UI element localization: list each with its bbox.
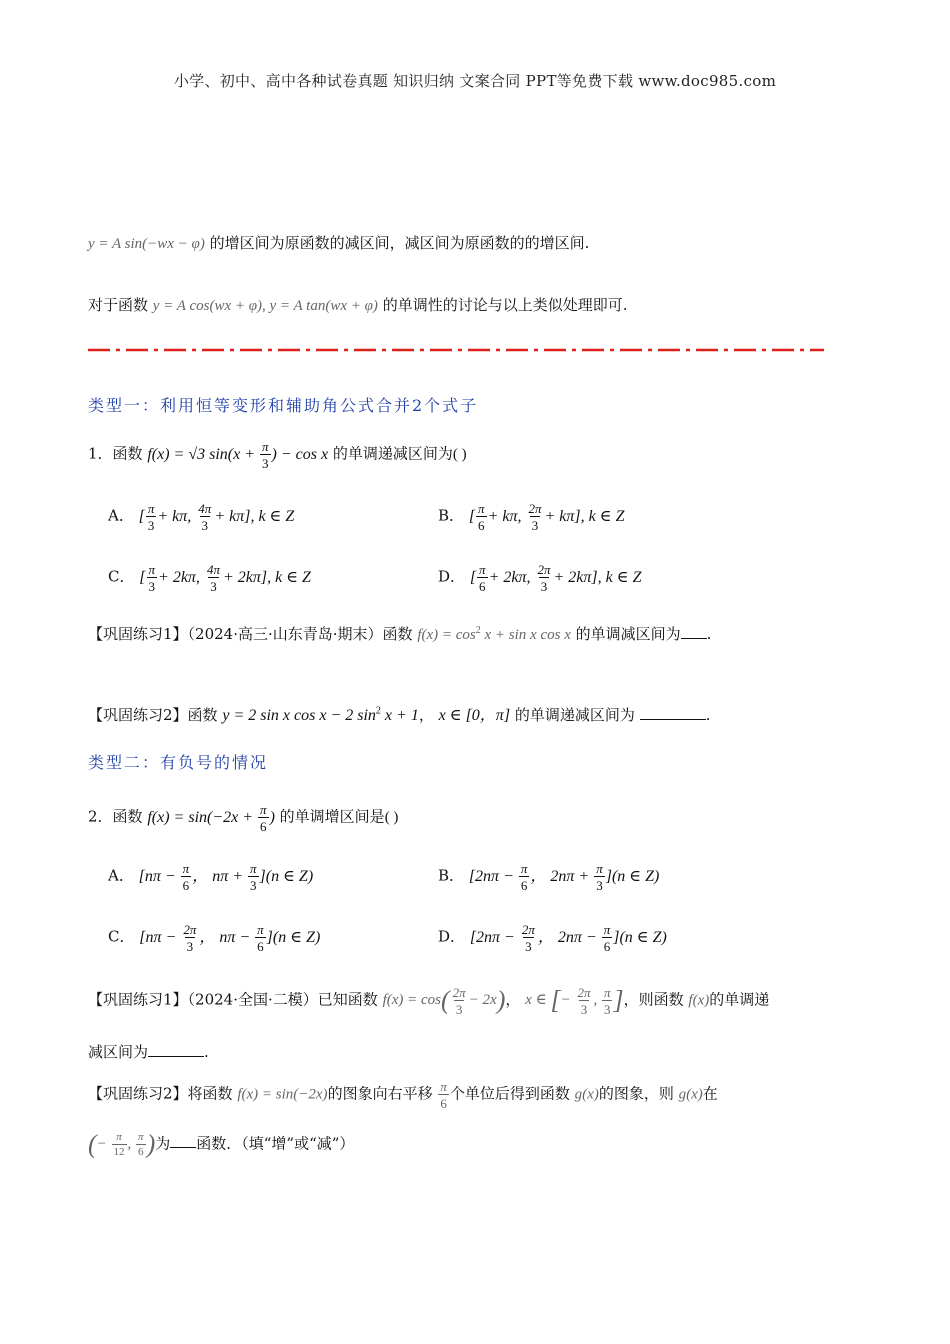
q2-option-d-label: D． [438, 927, 466, 946]
page-header: 小学、初中、高中各种试卷真题 知识归纳 文案合同 PPT等免费下载 www.doc985.com [173, 72, 777, 90]
question-1 [88, 440, 467, 470]
q2-option-a-label: A． [108, 866, 134, 885]
practice-2-1-line2 [88, 1041, 209, 1062]
q1-option-d-label: D． [438, 567, 466, 586]
p22-prefix: 将函数 [187, 1084, 233, 1103]
q2-option-b-formula: [2nπ − $\frac{\pi}{6}$ ， 2nπ + $\frac{\pi}{3}$ ](n ∈ Z) [468, 861, 660, 893]
intro-text-2: 的单调性的讨论与以上类似处理即可. [382, 296, 628, 314]
intro-formula-2: y = A cos(wx + φ), y = A tan(wx + φ) [152, 298, 378, 314]
type2-heading: 类型二：有负号的情况 [88, 753, 269, 772]
p12-prefix: 函数 [187, 706, 218, 724]
p21-domain: x ∈ [− $\frac{2\pi}{3}$ , $\frac{\pi}{3}$ ] [525, 985, 624, 1017]
q2-option-a[interactable] [108, 862, 313, 892]
q2-formula: f(x) = sin(−2x + $\frac{\pi}{6}$ ) [147, 802, 275, 834]
p21-suffix: 的单调递 [709, 990, 770, 1009]
intro-prefix-2: 对于函数 [88, 296, 149, 314]
q1-prefix: 函数 [112, 444, 143, 463]
p22-mid4: 在 [702, 1084, 718, 1103]
intro-line-2 [88, 294, 627, 315]
type1-heading: 类型一：利用恒等变形和辅助角公式合并2个式子 [88, 396, 479, 415]
p21-answer-blank[interactable] [148, 1042, 204, 1057]
q2-option-b[interactable] [438, 862, 659, 892]
p11-end: . [706, 625, 712, 643]
practice-2-2 [88, 1080, 718, 1110]
q2-option-d[interactable] [438, 923, 667, 953]
p11-formula: $f(x) = \cos^2 x + \sin x$ cos x [417, 625, 571, 643]
p12-end: . [705, 706, 711, 724]
q2-option-b-label: B． [438, 866, 465, 885]
p21-formula: f(x) = cos( $\frac{2\pi}{3}$ − 2x) [382, 985, 506, 1017]
practice-2-1 [88, 986, 769, 1016]
p21-line2: 减区间为 [88, 1043, 149, 1061]
p22-shift: $\frac{\pi}{6}$ [440, 1079, 447, 1111]
p21-prefix: 已知函数 [317, 990, 378, 1009]
practice-1-1 [88, 623, 711, 644]
p22-gx-1: g(x) [574, 1086, 599, 1103]
q1-option-a-formula: [ $\frac{\pi}{3}$ + kπ, $\frac{4\pi}{3}$ + kπ], k ∈ Z [138, 501, 295, 533]
q1-option-d-formula: [ $\frac{\pi}{6}$ + 2kπ, $\frac{2\pi}{3}$ + 2kπ], k ∈ Z [469, 562, 642, 594]
q1-option-b-formula: [ $\frac{\pi}{6}$ + kπ, $\frac{2\pi}{3}$ + kπ], k ∈ Z [468, 501, 625, 533]
p22-line2a: 为 [155, 1134, 171, 1153]
q1-option-c-label: C． [108, 567, 135, 586]
p12-answer-blank[interactable] [640, 705, 706, 720]
p22-formula-f: f(x) = sin(−2x) [237, 1086, 328, 1103]
p11-suffix: 的单调减区间为 [575, 625, 681, 643]
p21-source: （2024·全国·二模） [187, 990, 318, 1009]
p12-mid: ， [418, 706, 434, 724]
intro-formula-1: y = A sin(−wx − φ) [88, 236, 205, 252]
question-2 [88, 803, 398, 833]
p22-mid3: 的图象，则 [598, 1084, 674, 1103]
p21-tag: 【巩固练习1】 [88, 990, 188, 1009]
q1-option-c[interactable] [108, 563, 311, 593]
p21-end: . [204, 1043, 209, 1061]
q2-option-c[interactable] [108, 923, 320, 953]
q1-option-a[interactable] [108, 502, 294, 532]
q2-option-c-formula: [nπ − $\frac{2\pi}{3}$ ， nπ − $\frac{\pi}{6}$ ](n ∈ Z) [139, 922, 321, 954]
q1-option-a-label: A． [108, 506, 134, 525]
p12-domain: x ∈ [0，π] [438, 707, 511, 724]
p22-answer-blank[interactable] [170, 1133, 196, 1148]
q2-option-c-label: C． [108, 927, 135, 946]
q1-number: 1． [88, 444, 113, 463]
p11-answer-blank[interactable] [681, 624, 707, 639]
q2-suffix: 的单调增区间是 [279, 807, 385, 826]
p22-mid2: 个单位后得到函数 [449, 1084, 570, 1103]
q2-answer-paren: ( ) [384, 809, 399, 826]
p22-tag: 【巩固练习2】 [88, 1084, 188, 1103]
intro-line-1 [88, 232, 589, 253]
practice-1-2 [88, 702, 710, 725]
p22-gx-2: g(x) [678, 1086, 703, 1103]
q1-answer-paren: ( ) [452, 446, 467, 463]
q1-option-b-label: B． [438, 506, 465, 525]
p22-interval: (− $\frac{\pi}{12}$ , $\frac{\pi}{6}$ ) [88, 1130, 156, 1159]
intro-text-1: 的增区间为原函数的减区间，减区间为原函数的的增区间. [209, 234, 590, 252]
p11-tag: 【巩固练习1】 [88, 625, 188, 643]
p11-source: （2024·高三·山东青岛·期末） [187, 625, 383, 643]
practice-2-2-line2 [88, 1130, 354, 1160]
p12-tag: 【巩固练习2】 [88, 706, 188, 724]
q1-formula: f(x) = √3 sin(x + $\frac{\pi}{3}$ ) − cos x [147, 439, 329, 471]
q1-option-b[interactable] [438, 502, 624, 532]
section-divider [88, 345, 824, 355]
q2-number: 2． [88, 807, 113, 826]
q1-suffix: 的单调递减区间为 [332, 444, 453, 463]
q1-option-d[interactable] [438, 563, 641, 593]
p22-mid1: 的图象向右平移 [327, 1084, 433, 1103]
q1-option-c-formula: [ $\frac{\pi}{3}$ + 2kπ, $\frac{4\pi}{3}$ + 2kπ], k ∈ Z [139, 562, 311, 594]
p12-formula: y = 2 sin x cos x − 2 $\sin^2 x + 1$ [222, 705, 419, 724]
p21-comma: ， [505, 990, 521, 1009]
p22-line2b: 函数．（填“增”或“减”） [196, 1134, 355, 1153]
q2-option-a-formula: [nπ − $\frac{\pi}{6}$ ， nπ + $\frac{\pi}{3}$ ](n ∈ Z) [138, 861, 314, 893]
q2-option-d-formula: [2nπ − $\frac{2\pi}{3}$ ， 2nπ − $\frac{\pi}{6}$ ](n ∈ Z) [469, 922, 667, 954]
p21-mid: ，则函数 [623, 990, 684, 1009]
p11-prefix: 函数 [382, 625, 413, 643]
q2-prefix: 函数 [112, 807, 143, 826]
p12-suffix: 的单调递减区间为 [514, 706, 635, 724]
p21-fx: f(x) [688, 992, 710, 1009]
